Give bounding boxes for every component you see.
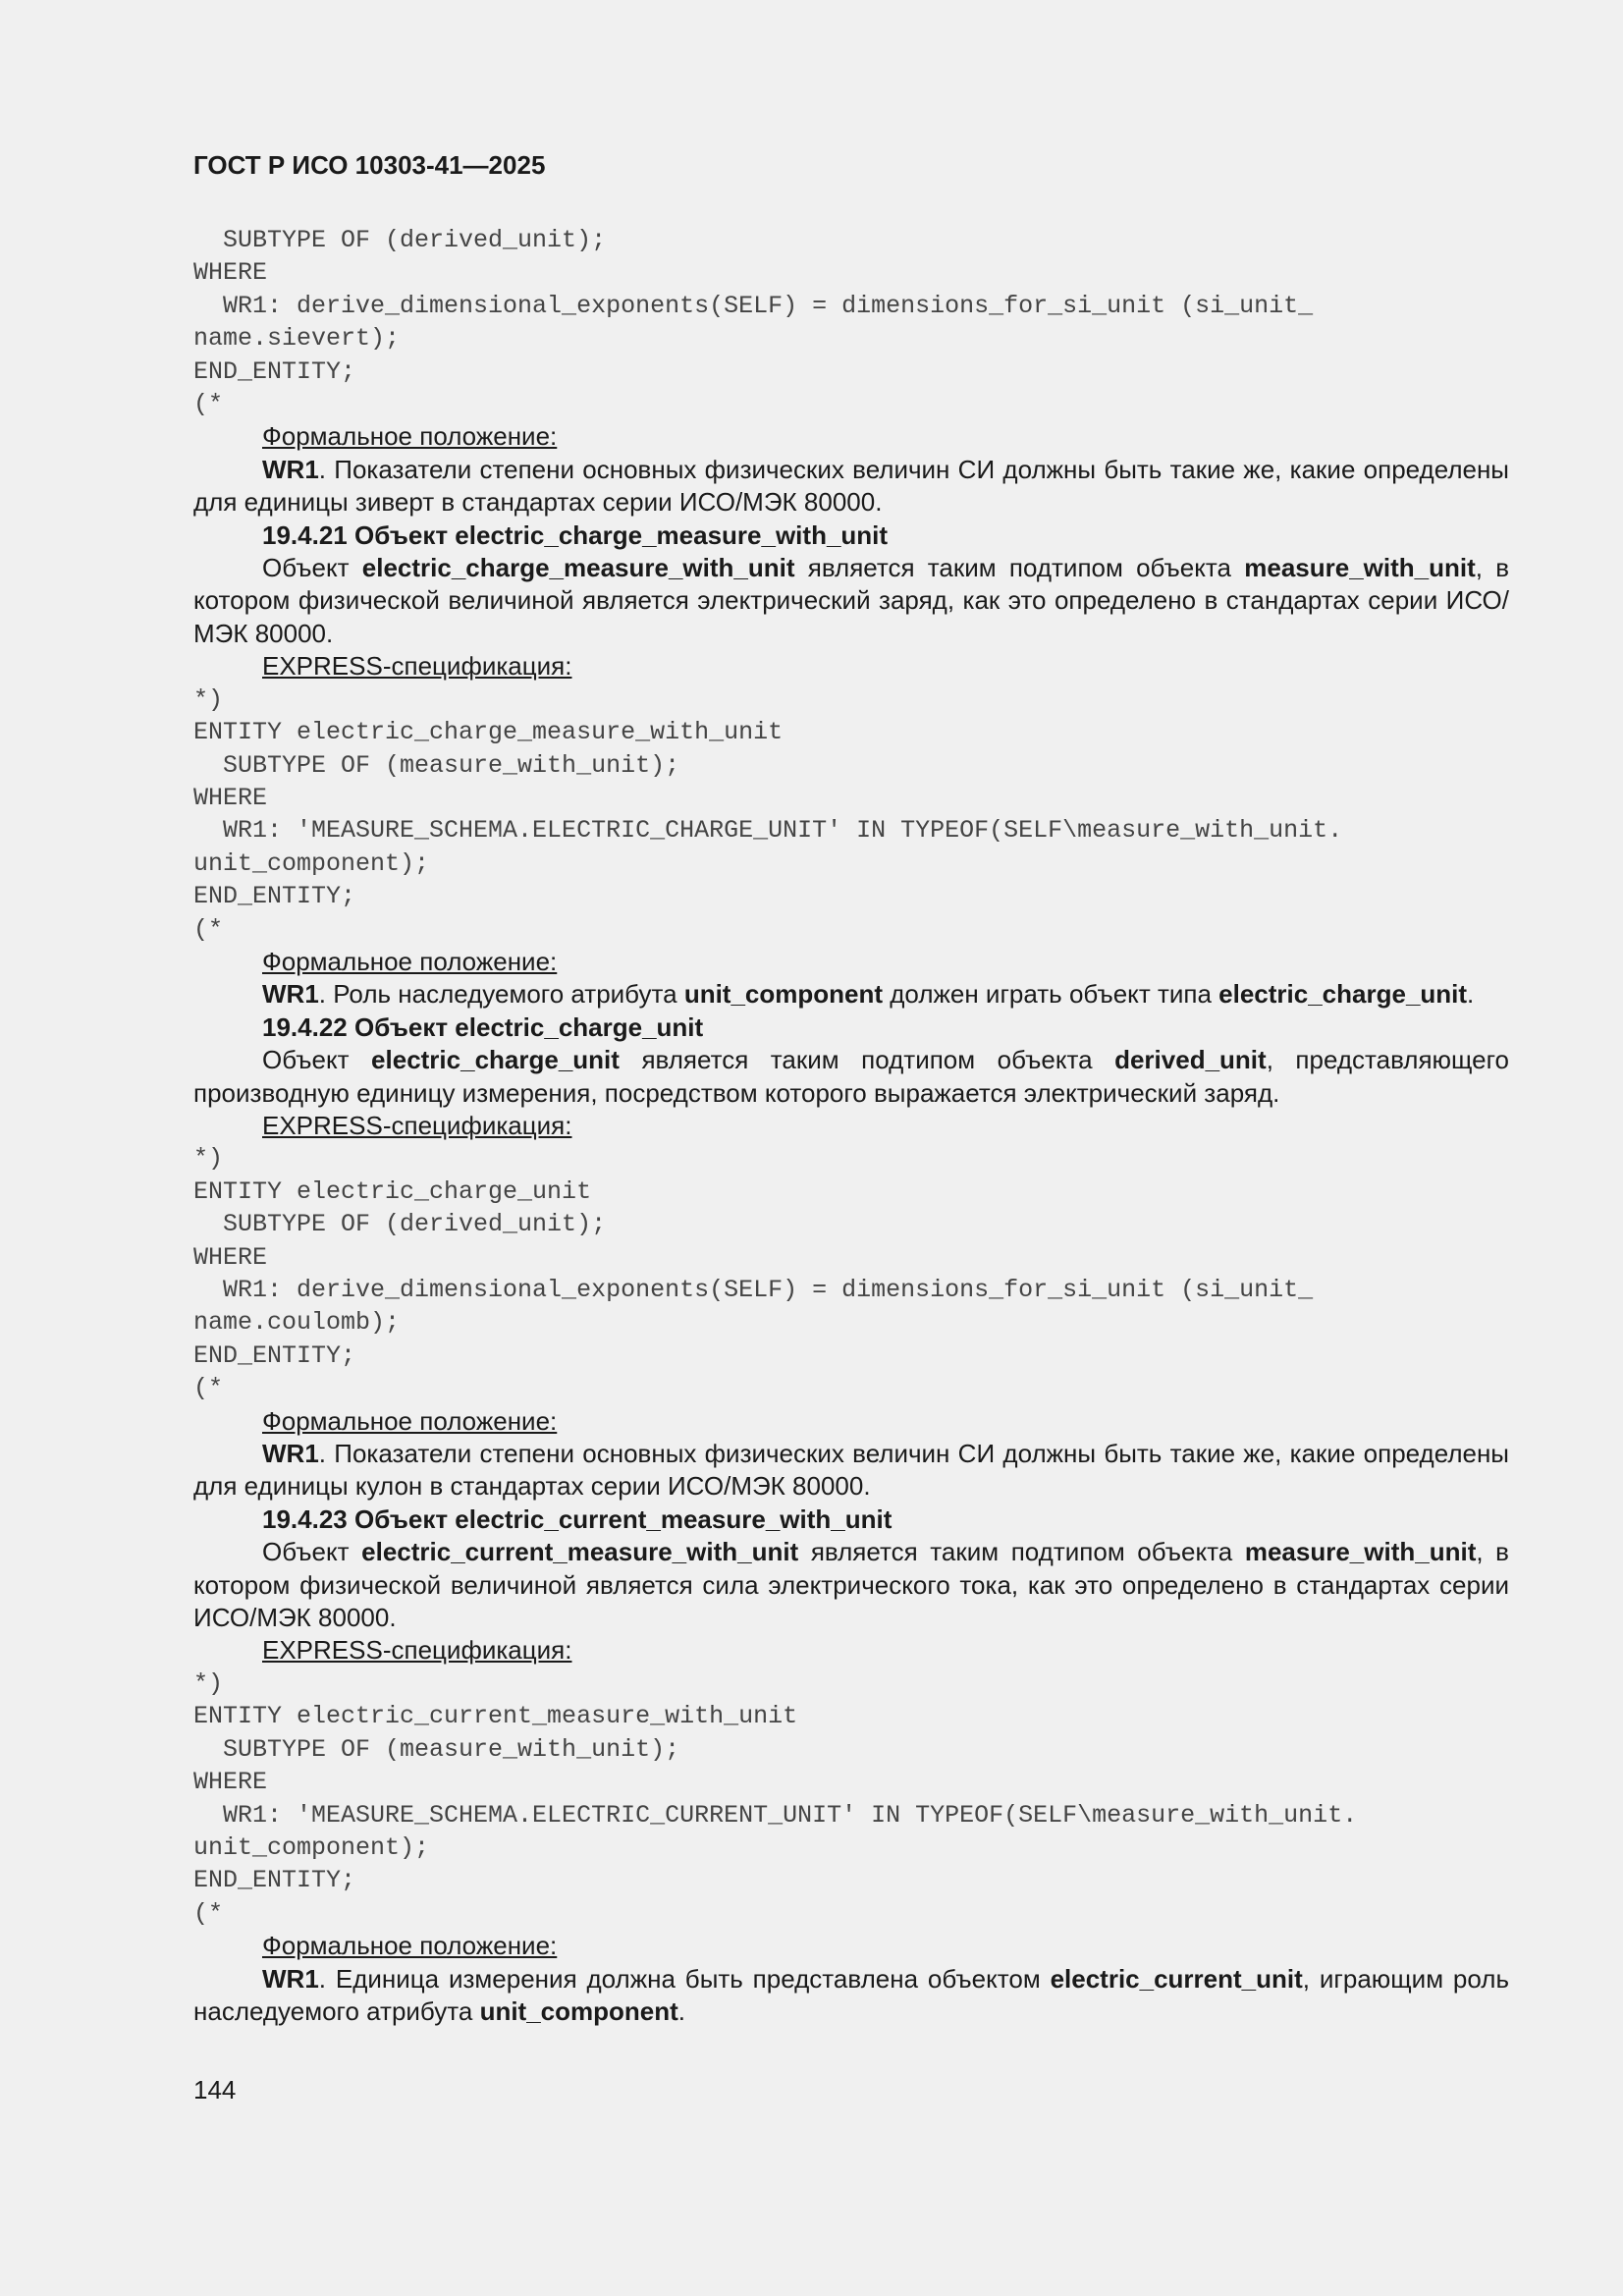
text-run: является таким подтипом объекта [619, 1045, 1115, 1075]
code-line: END_ENTITY; [193, 1340, 356, 1370]
code-line: SUBTYPE OF (measure_with_unit); [193, 750, 680, 780]
code-line: name.coulomb); [193, 1308, 401, 1338]
bold-term: WR1 [262, 1963, 319, 1994]
text-run: . [1467, 979, 1475, 1010]
code-line: unit_component); [193, 1832, 430, 1862]
text-run: , в котором физической величиной является сила электрического тока, как это определено в стандартах серии ИСО/МЭК 80000. [193, 1537, 1509, 1633]
bold-term: unit_component [479, 1995, 678, 2026]
code-line: END_ENTITY; [193, 882, 356, 911]
text-run: . Показатели степени основных физических величин СИ должны быть такие же, какие определены для единицы зиверт в стандартах серии ИСО/МЭК 80000. [193, 454, 1509, 518]
code-line: *) [193, 1144, 224, 1174]
paragraph [193, 978, 1509, 1011]
paragraph [193, 1536, 1509, 1634]
bold-term: electric_current_unit [1050, 1963, 1303, 1994]
text-run: . Показатели степени основных физических величин СИ должны быть такие же, какие определены для единицы кулон в стандартах серии ИСО/МЭК 80000. [193, 1439, 1509, 1502]
text-run: . Единица измерения должна быть представлена объектом [318, 1963, 1051, 1994]
text-run: , представляющего производную единицу измерения, посредством которого выражается электрический заряд. [193, 1045, 1509, 1108]
text-run: должен играть объект типа [883, 979, 1219, 1010]
text-run: . [677, 1995, 686, 2026]
code-line: unit_component); [193, 848, 430, 878]
section-label: EXPRESS-спецификация: [262, 1110, 572, 1140]
code-line: name.sievert); [193, 324, 401, 354]
code-line: WHERE [193, 1242, 268, 1272]
bold-term: electric_charge_unit [1218, 979, 1468, 1010]
code-line: END_ENTITY; [193, 356, 356, 386]
code-line: ENTITY electric_charge_unit [193, 1176, 592, 1206]
code-line: WR1: 'MEASURE_SCHEMA.ELECTRIC_CHARGE_UNIT' IN TYPEOF(SELF\measure_with_unit. [193, 816, 1343, 846]
code-line: SUBTYPE OF (derived_unit); [193, 226, 607, 254]
bold-term: electric_charge_unit [371, 1045, 620, 1075]
code-line: (* [193, 914, 224, 944]
bold-term: WR1 [262, 1439, 319, 1469]
text-run: , в котором физической величиной является электрический заряд, как это определено в стандартах серии ИСО/МЭК 80000. [193, 553, 1510, 648]
bold-term: unit_component [683, 979, 884, 1010]
paragraph [193, 454, 1509, 519]
page-content [193, 224, 1509, 2028]
bold-term: electric_current_measure_with_unit [361, 1537, 799, 1567]
code-line: WHERE [193, 1768, 268, 1797]
paragraph [193, 1044, 1509, 1110]
text-run: . Роль наследуемого атрибута [318, 979, 684, 1010]
paragraph [193, 1963, 1509, 2029]
section-heading: 19.4.22 Объект electric_charge_unit [262, 1011, 704, 1042]
section-label: Формальное положение: [262, 421, 558, 452]
code-line: END_ENTITY; [193, 1866, 356, 1895]
section-label: Формальное положение: [262, 1931, 558, 1961]
text-run: Объект [262, 553, 362, 583]
page-header: ГОСТ Р ИСО 10303-41—2025 [193, 150, 546, 180]
section-label: EXPRESS-спецификация: [262, 651, 572, 682]
code-line: WHERE [193, 258, 268, 288]
paragraph [193, 552, 1509, 650]
code-line: *) [193, 1668, 224, 1698]
code-line: SUBTYPE OF (measure_with_unit); [193, 1734, 680, 1764]
code-line: ENTITY electric_charge_measure_with_unit [193, 718, 784, 747]
paragraph [193, 1438, 1509, 1503]
code-line: (* [193, 1374, 224, 1403]
bold-term: electric_charge_measure_with_unit [361, 553, 795, 583]
code-line: (* [193, 390, 224, 419]
text-run: Объект [262, 1045, 372, 1075]
bold-term: measure_with_unit [1244, 1537, 1477, 1567]
section-label: Формальное положение: [262, 1405, 558, 1436]
code-line: WR1: derive_dimensional_exponents(SELF) = dimensions_for_si_unit (si_unit_ [193, 1276, 1314, 1304]
code-line: (* [193, 1898, 224, 1928]
code-line: WR1: derive_dimensional_exponents(SELF) = dimensions_for_si_unit (si_unit_ [193, 291, 1314, 320]
bold-term: measure_with_unit [1244, 553, 1476, 583]
text-run: , играющим роль наследуемого атрибута [193, 1963, 1509, 2026]
code-line: SUBTYPE OF (derived_unit); [193, 1210, 607, 1239]
section-label: Формальное положение: [262, 946, 558, 976]
code-line: WR1: 'MEASURE_SCHEMA.ELECTRIC_CURRENT_UNIT' IN TYPEOF(SELF\measure_with_unit. [193, 1800, 1358, 1830]
code-line: *) [193, 684, 224, 714]
text-run: Объект [262, 1537, 362, 1567]
section-heading: 19.4.23 Объект electric_current_measure_with_unit [262, 1503, 893, 1534]
bold-term: WR1 [262, 979, 319, 1010]
code-line: ENTITY electric_current_measure_with_unit [193, 1702, 798, 1731]
section-label: EXPRESS-спецификация: [262, 1635, 572, 1666]
text-run: является таким подтипом объекта [798, 1537, 1245, 1567]
bold-term: derived_unit [1114, 1045, 1267, 1075]
section-heading: 19.4.21 Объект electric_charge_measure_with_unit [262, 519, 889, 550]
code-line: WHERE [193, 783, 268, 812]
page-number: 144 [193, 2075, 237, 2105]
bold-term: WR1 [262, 454, 319, 484]
text-run: является таким подтипом объекта [794, 553, 1245, 583]
